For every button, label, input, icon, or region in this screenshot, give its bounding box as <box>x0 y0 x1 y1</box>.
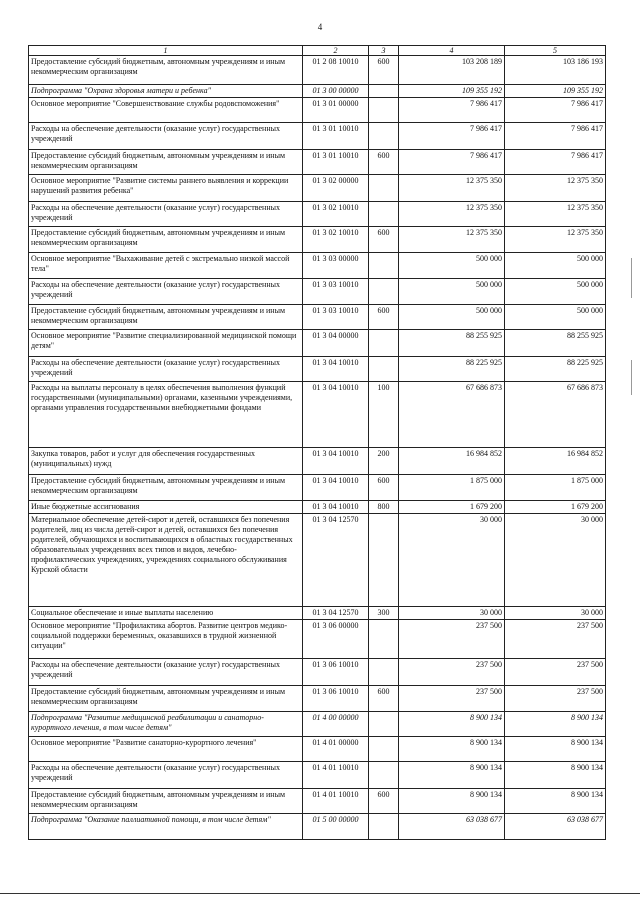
row-expense-type-cell <box>369 814 399 840</box>
row-expense-type-cell: 100 <box>369 382 399 448</box>
row-expense-type-cell <box>369 175 399 202</box>
row-amount-year2-cell: 237 500 <box>505 659 606 686</box>
table-row <box>29 501 606 514</box>
row-amount-year1-cell: 88 255 925 <box>399 330 505 357</box>
table-row <box>29 279 606 305</box>
table-row <box>29 762 606 789</box>
row-amount-year1-cell: 63 038 677 <box>399 814 505 840</box>
row-amount-year1-cell: 103 208 189 <box>399 56 505 85</box>
row-amount-year2-cell: 7 986 417 <box>505 150 606 175</box>
row-amount-year2-cell: 500 000 <box>505 305 606 330</box>
row-amount-year2-cell: 63 038 677 <box>505 814 606 840</box>
row-amount-year1-cell: 1 679 200 <box>399 501 505 514</box>
row-amount-year2-cell: 109 355 192 <box>505 85 606 98</box>
row-amount-year2-cell: 1 875 000 <box>505 475 606 501</box>
row-code-cell: 01 3 04 12570 <box>303 607 369 620</box>
row-expense-type-cell: 600 <box>369 789 399 814</box>
row-code-cell: 01 4 01 10010 <box>303 789 369 814</box>
row-name-cell: Социальное обеспечение и иные выплаты населению <box>29 607 303 620</box>
row-name-cell: Закупка товаров, работ и услуг для обеспечения государственных (муниципальных) нужд <box>29 448 303 475</box>
row-expense-type-cell <box>369 712 399 737</box>
row-name-cell: Расходы на обеспечение деятельности (оказание услуг) государственных учреждений <box>29 659 303 686</box>
row-amount-year2-cell: 88 255 925 <box>505 330 606 357</box>
row-amount-year2-cell: 88 225 925 <box>505 357 606 382</box>
row-expense-type-cell: 600 <box>369 475 399 501</box>
row-code-cell: 01 3 02 00000 <box>303 175 369 202</box>
row-code-cell: 01 3 06 10010 <box>303 686 369 712</box>
row-name-cell: Основное мероприятие "Развитие системы раннего выявления и коррекции нарушений развития ребенка" <box>29 175 303 202</box>
row-expense-type-cell: 600 <box>369 56 399 85</box>
row-code-cell: 01 3 04 10010 <box>303 448 369 475</box>
row-amount-year1-cell: 8 900 134 <box>399 712 505 737</box>
row-name-cell: Основное мероприятие "Развитие санаторно-курортного лечения" <box>29 737 303 762</box>
row-name-cell: Иные бюджетные ассигнования <box>29 501 303 514</box>
table-row <box>29 227 606 253</box>
row-amount-year2-cell: 12 375 350 <box>505 175 606 202</box>
row-expense-type-cell: 600 <box>369 227 399 253</box>
row-code-cell: 01 3 03 10010 <box>303 305 369 330</box>
row-name-cell: Основное мероприятие "Выхаживание детей с экстремально низкой массой тела" <box>29 253 303 279</box>
row-amount-year2-cell: 8 900 134 <box>505 789 606 814</box>
row-amount-year1-cell: 8 900 134 <box>399 737 505 762</box>
row-amount-year1-cell: 8 900 134 <box>399 789 505 814</box>
row-expense-type-cell <box>369 202 399 227</box>
row-code-cell: 01 3 04 10010 <box>303 357 369 382</box>
row-amount-year2-cell: 12 375 350 <box>505 202 606 227</box>
row-amount-year2-cell: 7 986 417 <box>505 123 606 150</box>
row-name-cell: Материальное обеспечение детей-сирот и детей, оставшихся без попечения родителей, лиц из числа детей-сирот и детей, оставшихся без попечения родителей, обучающихся и воспитывающихся в областных государственных образовательных учреждениях всех типов и видов, лечебно-профилактических учреждениях, учреждениях социального обслуживания Курской области <box>29 514 303 607</box>
row-code-cell: 01 3 04 10010 <box>303 501 369 514</box>
row-amount-year1-cell: 12 375 350 <box>399 175 505 202</box>
scan-edge-mark <box>631 258 632 298</box>
table-row <box>29 382 606 448</box>
row-expense-type-cell <box>369 123 399 150</box>
header-col-2: 2 <box>303 46 369 56</box>
row-name-cell: Предоставление субсидий бюджетным, автономным учреждениям и иным некоммерческим организациям <box>29 56 303 85</box>
row-amount-year2-cell: 12 375 350 <box>505 227 606 253</box>
row-expense-type-cell <box>369 330 399 357</box>
row-amount-year1-cell: 7 986 417 <box>399 98 505 123</box>
row-expense-type-cell <box>369 357 399 382</box>
row-amount-year1-cell: 30 000 <box>399 514 505 607</box>
row-amount-year2-cell: 500 000 <box>505 279 606 305</box>
row-expense-type-cell: 300 <box>369 607 399 620</box>
row-amount-year1-cell: 500 000 <box>399 253 505 279</box>
scan-edge-mark <box>631 360 632 395</box>
row-amount-year1-cell: 237 500 <box>399 620 505 659</box>
table-row <box>29 686 606 712</box>
table-row <box>29 98 606 123</box>
row-code-cell: 01 3 01 10010 <box>303 150 369 175</box>
row-code-cell: 01 3 01 10010 <box>303 123 369 150</box>
row-expense-type-cell <box>369 279 399 305</box>
row-code-cell: 01 3 03 10010 <box>303 279 369 305</box>
row-amount-year2-cell: 7 986 417 <box>505 98 606 123</box>
table-row <box>29 737 606 762</box>
row-amount-year1-cell: 1 875 000 <box>399 475 505 501</box>
row-name-cell: Основное мероприятие "Совершенствование службы родовспоможения" <box>29 98 303 123</box>
row-amount-year1-cell: 500 000 <box>399 279 505 305</box>
table-row <box>29 123 606 150</box>
row-amount-year1-cell: 500 000 <box>399 305 505 330</box>
row-code-cell: 01 3 06 10010 <box>303 659 369 686</box>
row-amount-year2-cell: 103 186 193 <box>505 56 606 85</box>
row-code-cell: 01 3 00 00000 <box>303 85 369 98</box>
row-amount-year2-cell: 1 679 200 <box>505 501 606 514</box>
row-name-cell: Предоставление субсидий бюджетным, автономным учреждениям и иным некоммерческим организациям <box>29 789 303 814</box>
row-code-cell: 01 4 01 00000 <box>303 737 369 762</box>
row-expense-type-cell <box>369 98 399 123</box>
row-amount-year1-cell: 16 984 852 <box>399 448 505 475</box>
row-code-cell: 01 3 04 12570 <box>303 514 369 607</box>
row-name-cell: Подпрограмма "Оказание паллиативной помощи, в том числе детям" <box>29 814 303 840</box>
table-row <box>29 607 606 620</box>
table-row <box>29 357 606 382</box>
table-row <box>29 620 606 659</box>
table-row <box>29 175 606 202</box>
row-expense-type-cell <box>369 659 399 686</box>
row-code-cell: 01 3 02 10010 <box>303 227 369 253</box>
row-expense-type-cell: 600 <box>369 305 399 330</box>
budget-table <box>28 45 606 840</box>
row-amount-year2-cell: 8 900 134 <box>505 762 606 789</box>
table-row <box>29 814 606 840</box>
header-col-3: 3 <box>369 46 399 56</box>
row-expense-type-cell <box>369 737 399 762</box>
row-code-cell: 01 3 03 00000 <box>303 253 369 279</box>
row-name-cell: Основное мероприятие "Профилактика абортов. Развитие центров медико-социальной поддержки беременных, оказавшихся в трудной жизненной ситуации" <box>29 620 303 659</box>
row-amount-year2-cell: 16 984 852 <box>505 448 606 475</box>
row-expense-type-cell <box>369 514 399 607</box>
row-code-cell: 01 4 00 00000 <box>303 712 369 737</box>
row-name-cell: Подпрограмма "Охрана здоровья матери и ребенка" <box>29 85 303 98</box>
table-row <box>29 659 606 686</box>
row-code-cell: 01 3 01 00000 <box>303 98 369 123</box>
table-row <box>29 253 606 279</box>
row-amount-year2-cell: 67 686 873 <box>505 382 606 448</box>
row-amount-year1-cell: 12 375 350 <box>399 227 505 253</box>
row-name-cell: Расходы на обеспечение деятельности (оказание услуг) государственных учреждений <box>29 762 303 789</box>
table-row <box>29 202 606 227</box>
row-amount-year1-cell: 8 900 134 <box>399 762 505 789</box>
row-name-cell: Расходы на обеспечение деятельности (оказание услуг) государственных учреждений <box>29 123 303 150</box>
table-row <box>29 150 606 175</box>
row-amount-year1-cell: 67 686 873 <box>399 382 505 448</box>
header-col-1: 1 <box>29 46 303 56</box>
row-code-cell: 01 3 04 10010 <box>303 475 369 501</box>
row-code-cell: 01 3 02 10010 <box>303 202 369 227</box>
table-row <box>29 85 606 98</box>
row-name-cell: Расходы на выплаты персоналу в целях обеспечения выполнения функций государственными (муниципальными) органами, казенными учреждениями, органами управления государственными внебюджетными фондами <box>29 382 303 448</box>
row-expense-type-cell: 600 <box>369 686 399 712</box>
row-amount-year2-cell: 30 000 <box>505 607 606 620</box>
table-body <box>29 56 606 840</box>
row-amount-year1-cell: 7 986 417 <box>399 150 505 175</box>
row-amount-year1-cell: 30 000 <box>399 607 505 620</box>
row-expense-type-cell: 200 <box>369 448 399 475</box>
row-amount-year2-cell: 8 900 134 <box>505 737 606 762</box>
table-row <box>29 789 606 814</box>
row-code-cell: 01 3 06 00000 <box>303 620 369 659</box>
table-row <box>29 712 606 737</box>
page-number: 4 <box>317 22 323 32</box>
row-name-cell: Предоставление субсидий бюджетным, автономным учреждениям и иным некоммерческим организациям <box>29 475 303 501</box>
row-amount-year1-cell: 88 225 925 <box>399 357 505 382</box>
table-row <box>29 330 606 357</box>
row-amount-year2-cell: 237 500 <box>505 686 606 712</box>
row-expense-type-cell <box>369 85 399 98</box>
row-amount-year2-cell: 30 000 <box>505 514 606 607</box>
table-row <box>29 448 606 475</box>
row-name-cell: Предоставление субсидий бюджетным, автономным учреждениям и иным некоммерческим организациям <box>29 305 303 330</box>
row-amount-year2-cell: 500 000 <box>505 253 606 279</box>
row-expense-type-cell <box>369 253 399 279</box>
row-name-cell: Подпрограмма "Развитие медицинской реабилитации и санаторно-курортного лечения, в том числе детям" <box>29 712 303 737</box>
row-expense-type-cell: 600 <box>369 150 399 175</box>
row-code-cell: 01 5 00 00000 <box>303 814 369 840</box>
row-name-cell: Предоставление субсидий бюджетным, автономным учреждениям и иным некоммерческим организациям <box>29 150 303 175</box>
row-code-cell: 01 3 04 10010 <box>303 382 369 448</box>
row-amount-year1-cell: 237 500 <box>399 686 505 712</box>
row-name-cell: Расходы на обеспечение деятельности (оказание услуг) государственных учреждений <box>29 357 303 382</box>
row-code-cell: 01 3 04 00000 <box>303 330 369 357</box>
page-bottom-rule <box>0 893 640 894</box>
row-code-cell: 01 4 01 10010 <box>303 762 369 789</box>
header-col-4: 4 <box>399 46 505 56</box>
row-amount-year1-cell: 237 500 <box>399 659 505 686</box>
table-header-row <box>29 46 606 56</box>
row-name-cell: Предоставление субсидий бюджетным, автономным учреждениям и иным некоммерческим организациям <box>29 227 303 253</box>
row-expense-type-cell <box>369 620 399 659</box>
row-expense-type-cell <box>369 762 399 789</box>
row-amount-year1-cell: 12 375 350 <box>399 202 505 227</box>
table-row <box>29 475 606 501</box>
row-name-cell: Расходы на обеспечение деятельности (оказание услуг) государственных учреждений <box>29 202 303 227</box>
table-row <box>29 305 606 330</box>
table-row <box>29 514 606 607</box>
row-expense-type-cell: 800 <box>369 501 399 514</box>
row-code-cell: 01 2 08 10010 <box>303 56 369 85</box>
row-name-cell: Основное мероприятие "Развитие специализированной медицинской помощи детям" <box>29 330 303 357</box>
row-name-cell: Расходы на обеспечение деятельности (оказание услуг) государственных учреждений <box>29 279 303 305</box>
row-amount-year2-cell: 8 900 134 <box>505 712 606 737</box>
row-name-cell: Предоставление субсидий бюджетным, автономным учреждениям и иным некоммерческим организациям <box>29 686 303 712</box>
table-row <box>29 56 606 85</box>
row-amount-year2-cell: 237 500 <box>505 620 606 659</box>
row-amount-year1-cell: 7 986 417 <box>399 123 505 150</box>
row-amount-year1-cell: 109 355 192 <box>399 85 505 98</box>
header-col-5: 5 <box>505 46 606 56</box>
